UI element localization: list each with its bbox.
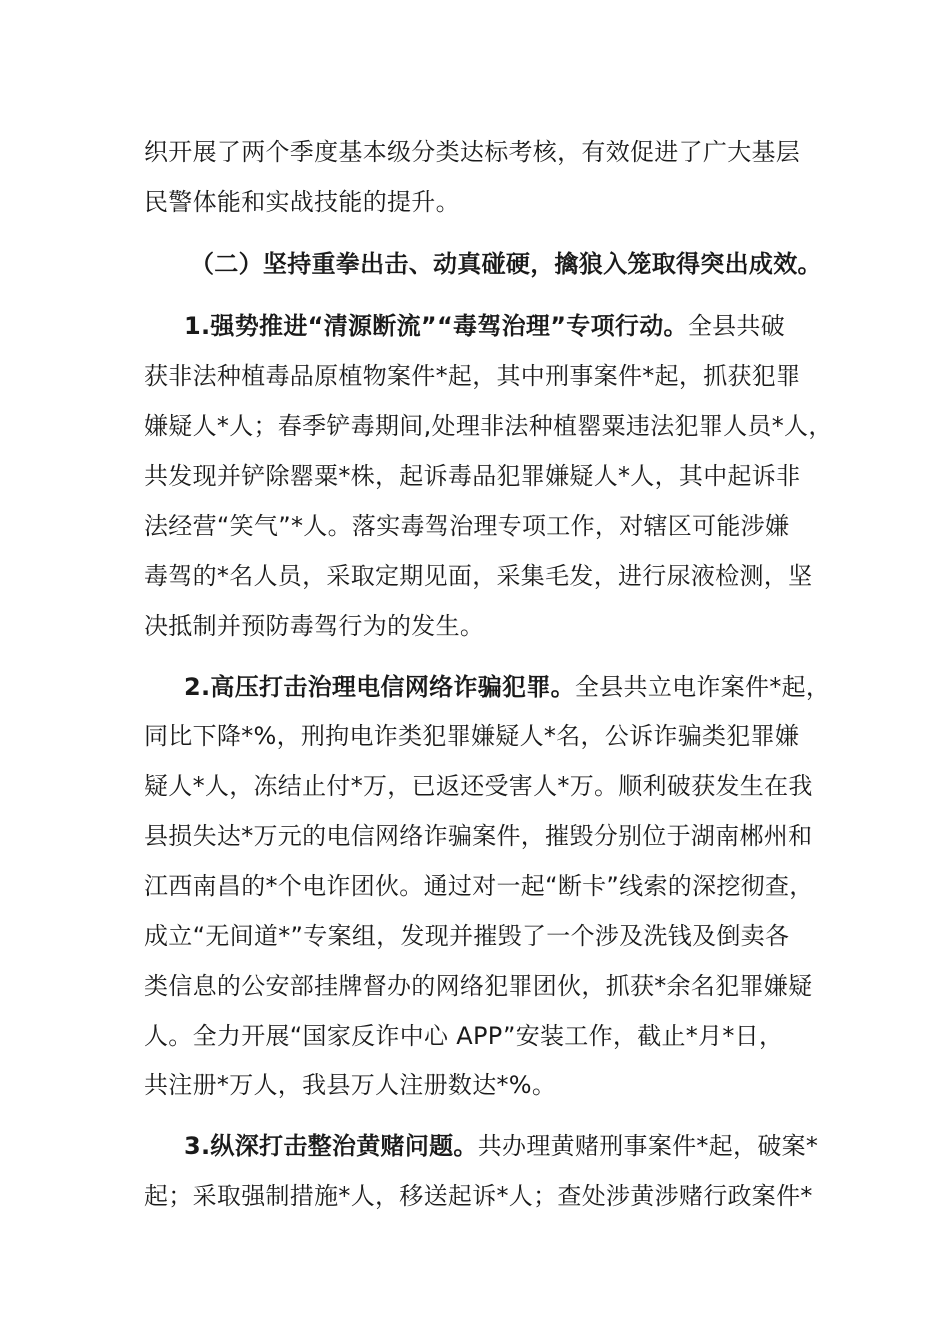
text-line: 织开展了两个季度基本级分类达标考核，有效促进了广大基层 (144, 138, 801, 166)
paragraph-first-line (184, 311, 785, 341)
text-line: 法经营“笑气”*人。落实毒驾治理专项工作，对辖区可能涉嫌 (144, 512, 790, 540)
text-line: 获非法种植毒品原植物案件*起，其中刑事案件*起，抓获犯罪 (144, 362, 801, 390)
paragraph-first-line (184, 672, 830, 702)
text-line: 江西南昌的*个电诈团伙。通过对一起“断卡”线索的深挖彻查， (144, 872, 814, 900)
text-line: 人。全力开展“国家反诈中心 APP”安装工作，截止*月*日， (144, 1022, 784, 1050)
paragraph-text: 全县共立电诈案件*起， (574, 673, 831, 701)
paragraph-first-line (184, 1131, 818, 1161)
paragraph-title: 1.强势推进“清源断流”“毒驾治理”专项行动。 (184, 312, 688, 340)
paragraph-title: 2.高压打击治理电信网络诈骗犯罪。 (184, 673, 575, 701)
text-line: 共注册*万人，我县万人注册数达*%。 (144, 1071, 557, 1099)
text-line: 共发现并铲除罂粟*株，起诉毒品犯罪嫌疑人*人，其中起诉非 (144, 462, 801, 490)
paragraph-text: 共办理黄赌刑事案件*起，破案* (477, 1132, 819, 1160)
text-line: 类信息的公安部挂牌督办的网络犯罪团伙，抓获*余名犯罪嫌疑 (144, 972, 813, 1000)
paragraph-text: 全县共破 (687, 312, 786, 340)
text-line: 嫌疑人*人；春季铲毒期间,处理非法种植罂粟违法犯罪人员*人， (144, 412, 833, 440)
text-line: 疑人*人，冻结止付*万，已返还受害人*万。顺利破获发生在我 (144, 772, 813, 800)
text-line: 起；采取强制措施*人，移送起诉*人；查处涉黄涉赌行政案件* (144, 1182, 813, 1210)
text-line: 民警体能和实战技能的提升。 (144, 188, 460, 216)
text-line: 县损失达*万元的电信网络诈骗案件，摧毁分别位于湖南郴州和 (144, 822, 813, 850)
text-line: 毒驾的*名人员，采取定期见面，采集毛发，进行尿液检测，坚 (144, 562, 813, 590)
section-heading: （二）坚持重拳出击、动真碰硬，擒狼入笼取得突出成效。 (190, 250, 822, 278)
text-line: 决抵制并预防毒驾行为的发生。 (144, 612, 485, 640)
paragraph-title: 3.纵深打击整治黄赌问题。 (184, 1132, 478, 1160)
text-line: 同比下降*%，刑拘电诈类犯罪嫌疑人*名，公诉诈骗类犯罪嫌 (144, 722, 800, 750)
text-line: 成立“无间道*”专案组，发现并摧毁了一个涉及洗钱及倒卖各 (144, 922, 790, 950)
